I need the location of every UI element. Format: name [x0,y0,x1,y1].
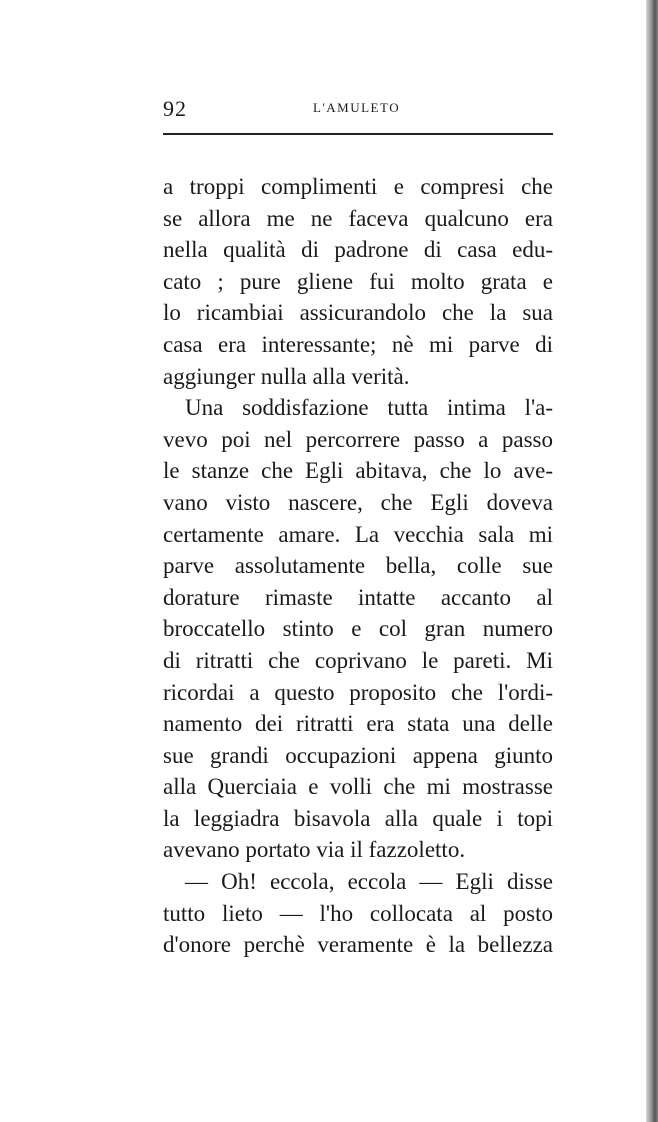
text-line: la leggiadra bisavola alla quale i topi [163,805,553,831]
text-line: Una soddisfazione tutta intima l'a- [185,395,553,421]
text-line: parve assolutamente bella, colle sue [163,553,553,579]
text-line: cato ; pure gliene fui molto grata e [163,268,553,294]
text-line: casa era interessante; nè mi parve di [163,331,553,357]
text-line: namento dei ritratti era stata una delle [163,711,553,737]
running-title: L'AMULETO [313,100,401,115]
page-edge-shadow [646,0,658,1122]
text-line: nella qualità di padrone di casa edu- [163,237,553,263]
text-line: tutto lieto — l'ho collocata al posto [163,900,553,926]
text-line: di ritratti che coprivano le pareti. Mi [163,647,553,673]
text-line: lo ricambiai assicurandolo che la sua [163,300,553,326]
text-line: se allora me ne faceva qualcuno era [163,205,553,231]
text-line: certamente amare. La vecchia sala mi [163,521,553,547]
text-line: broccatello stinto e col gran numero [163,616,553,642]
text-line: alla Querciaia e volli che mi mostrasse [163,774,553,800]
text-line: avevano portato via il fazzoletto. [163,837,466,863]
text-line: d'onore perchè veramente è la bellezza [163,932,553,958]
text-line: dorature rimaste intatte accanto al [163,584,553,610]
text-line: vevo poi nel percorrere passo a passo [163,426,553,452]
page-header [163,96,553,126]
text-line: le stanze che Egli abitava, che lo ave- [163,458,553,484]
page-number: 92 [163,96,187,121]
header-rule [163,133,553,135]
text-line: — Oh! eccola, eccola — Egli disse [185,869,553,895]
text-line: sue grandi occupazioni appena giunto [163,742,553,768]
body-text [163,171,553,961]
text-line: ricordai a questo proposito che l'ordi- [163,679,553,705]
text-line: a troppi complimenti e compresi che [163,174,553,199]
text-line: aggiunger nulla alla verità. [163,363,410,389]
text-line: vano visto nascere, che Egli doveva [163,489,553,515]
